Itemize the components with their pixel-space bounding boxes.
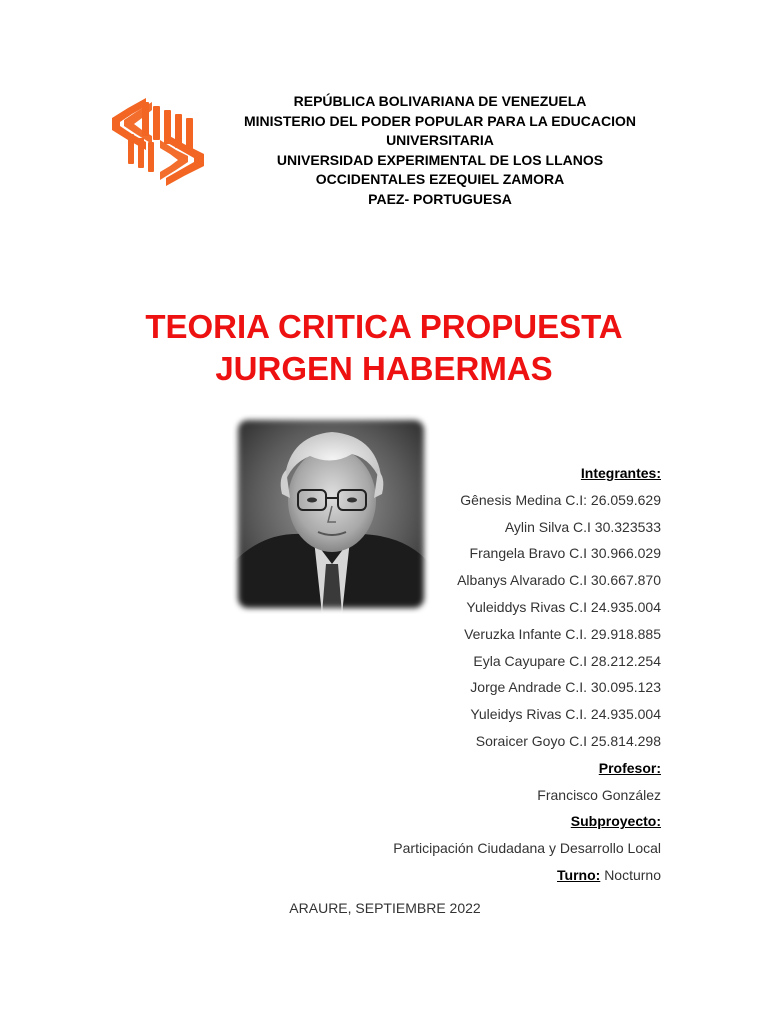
header-line: UNIVERSIDAD EXPERIMENTAL DE LOS LLANOS xyxy=(276,151,604,168)
credits-block xyxy=(393,460,661,889)
member-item: Jorge Andrade C.I. 30.095.123 xyxy=(470,679,661,696)
member-item: Soraicer Goyo C.I 25.814.298 xyxy=(475,732,661,749)
member-item: Eyla Cayupare C.I 28.212.254 xyxy=(473,652,661,669)
member-item: Aylin Silva C.I 30.323533 xyxy=(504,518,661,535)
member-item: Frangela Bravo C.I 30.966.029 xyxy=(469,545,661,562)
integrantes-label: Integrantes: xyxy=(580,465,661,481)
header-line: OCCIDENTALES EZEQUIEL ZAMORA xyxy=(315,171,565,187)
university-logo-icon xyxy=(106,96,210,188)
title-line-2: JURGEN HABERMAS xyxy=(215,350,553,387)
subproyecto-name: Participación Ciudadana y Desarrollo Local xyxy=(393,840,661,857)
member-item: Veruzka Infante C.I. 29.918.885 xyxy=(464,625,661,642)
turno-value: Nocturno xyxy=(604,866,661,883)
integrantes-heading xyxy=(393,460,661,487)
profesor-name: Francisco González xyxy=(537,786,661,803)
profesor-heading xyxy=(393,755,661,782)
title-line-1: TEORIA CRITICA PROPUESTA xyxy=(145,308,623,345)
subproyecto-label: Subproyecto: xyxy=(570,813,661,830)
header-line: MINISTERIO DEL PODER POPULAR PARA LA EDUCACION xyxy=(243,112,637,129)
header-line: PAEZ- PORTUGUESA xyxy=(368,190,512,207)
place-date: ARAURE, SEPTIEMBRE 2022 xyxy=(289,900,481,916)
member-item: Yuleidys Rivas C.I. 24.935.004 xyxy=(470,706,661,723)
profesor-label: Profesor: xyxy=(598,759,661,776)
header-line: UNIVERSITARIA xyxy=(386,132,494,148)
turno-line xyxy=(393,862,661,889)
institution-header xyxy=(200,92,680,209)
member-item: Albanys Alvarado C.I 30.667.870 xyxy=(457,572,661,589)
header-line: REPÚBLICA BOLIVARIANA DE VENEZUELA xyxy=(293,93,587,109)
document-title xyxy=(0,306,768,390)
member-item: Gênesis Medina C.I: 26.059.629 xyxy=(460,491,661,508)
subproyecto-heading xyxy=(393,808,661,835)
turno-label: Turno: xyxy=(557,866,601,883)
member-item: Yuleiddys Rivas C.I 24.935.004 xyxy=(466,598,661,615)
